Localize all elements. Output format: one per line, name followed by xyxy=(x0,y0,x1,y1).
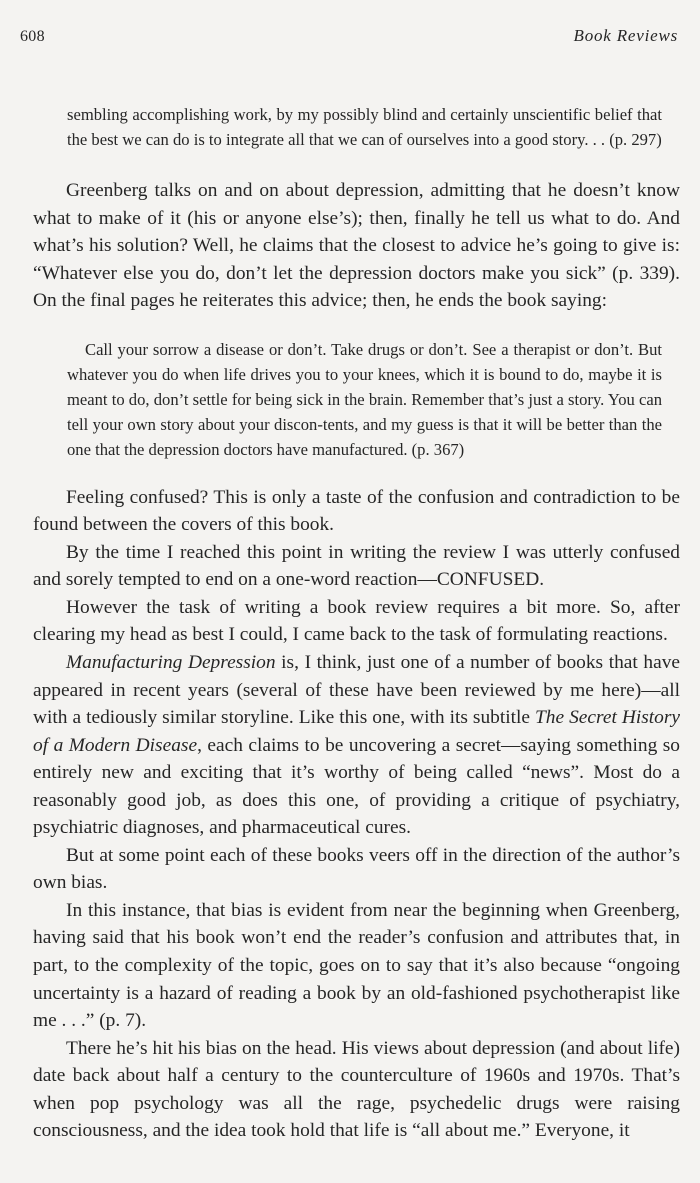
paragraph-task-of-review: However the task of writing a book review requires a bit more. So, after clearing my head as best I could, I came back to the task of formulating reactions. xyxy=(33,596,680,646)
review-body xyxy=(33,102,680,1145)
paragraph-bias-evident: In this instance, that bias is evident from near the beginning when Greenberg, having said that his book won’t end the reader’s confusion and attributes that, in part, to the complexity of the topic, goes on to say that it’s also because “ongoing uncertainty is a hazard of reading a book by an old-fashioned psychotherapist like me . . .” (p. 7). xyxy=(33,899,680,1032)
book-subtitle: The Secret History of a Modern Disease xyxy=(33,707,681,756)
paragraph-text: , each claims to be uncovering a secret—saying something so entirely new and exciting that it’s worthy of being called “news”. Most do a reasonably good job, as does this one, of providing a critique of psychiatry, psychiatric diagnoses, and pharmaceutical cures. xyxy=(33,734,680,839)
page-header xyxy=(20,26,678,46)
paragraph-depression-advice: Greenberg talks on and on about depression, admitting that he doesn’t know what to make of it (his or anyone else’s); then, finally he tell us what to do. And what’s his solution? Well, he claims that the closest to advice he’s going to give is: “Whatever else you do, don’t let the depression doctors make you sick” (p. 339). On the final pages he reiterates this advice; then, he ends the book saying: xyxy=(33,180,680,312)
paragraph-utterly-confused: By the time I reached this point in writing the review I was utterly confused and sorely tempted to end on a one-word reaction—CONFUSED. xyxy=(33,541,680,591)
paragraph-manufacturing-depression xyxy=(33,649,680,842)
paragraph-hit-bias: There he’s hit his bias on the head. His views about depression (and about life) date back about half a century to the counterculture of 1960s and 1970s. That’s when pop psychology was all the rage, psychedelic drugs were raising consciousness, and the idea took hold that life is “all about me.” Everyone, it xyxy=(33,1037,680,1142)
paragraph-feeling-confused: Feeling confused? This is only a taste of the confusion and contradiction to be found between the covers of this book. xyxy=(33,486,680,536)
running-head: Book Reviews xyxy=(573,26,678,45)
page-number: 608 xyxy=(20,28,45,45)
book-title: Manufacturing Depression xyxy=(66,652,276,674)
block-quote-1: sembling accomplishing work, by my possibly blind and certainly unscientific belief that the best we can do is to integrate all that we can of ourselves into a good story. . . (p. 297) xyxy=(67,105,662,149)
block-quote-2: Call your sorrow a disease or don’t. Take drugs or don’t. See a therapist or don’t. But whatever you do when life drives you to your knees, which it is bound to do, maybe it is meant to do, don’t settle for being sick in the brain. Remember that’s just a story. You can tell your own story about your discon-tents, and my guess is that it will be better than the one that the depression doctors have manufactured. (p. 367) xyxy=(67,339,662,459)
paragraph-author-bias: But at some point each of these books veers off in the direction of the author’s own bias. xyxy=(33,844,680,894)
paragraph-text: is, I think, just one of a number of books that have appeared in recent years (several of these have been reviewed by me here)—all with a tediously similar storyline. Like this one, with its subtitle xyxy=(33,652,680,729)
